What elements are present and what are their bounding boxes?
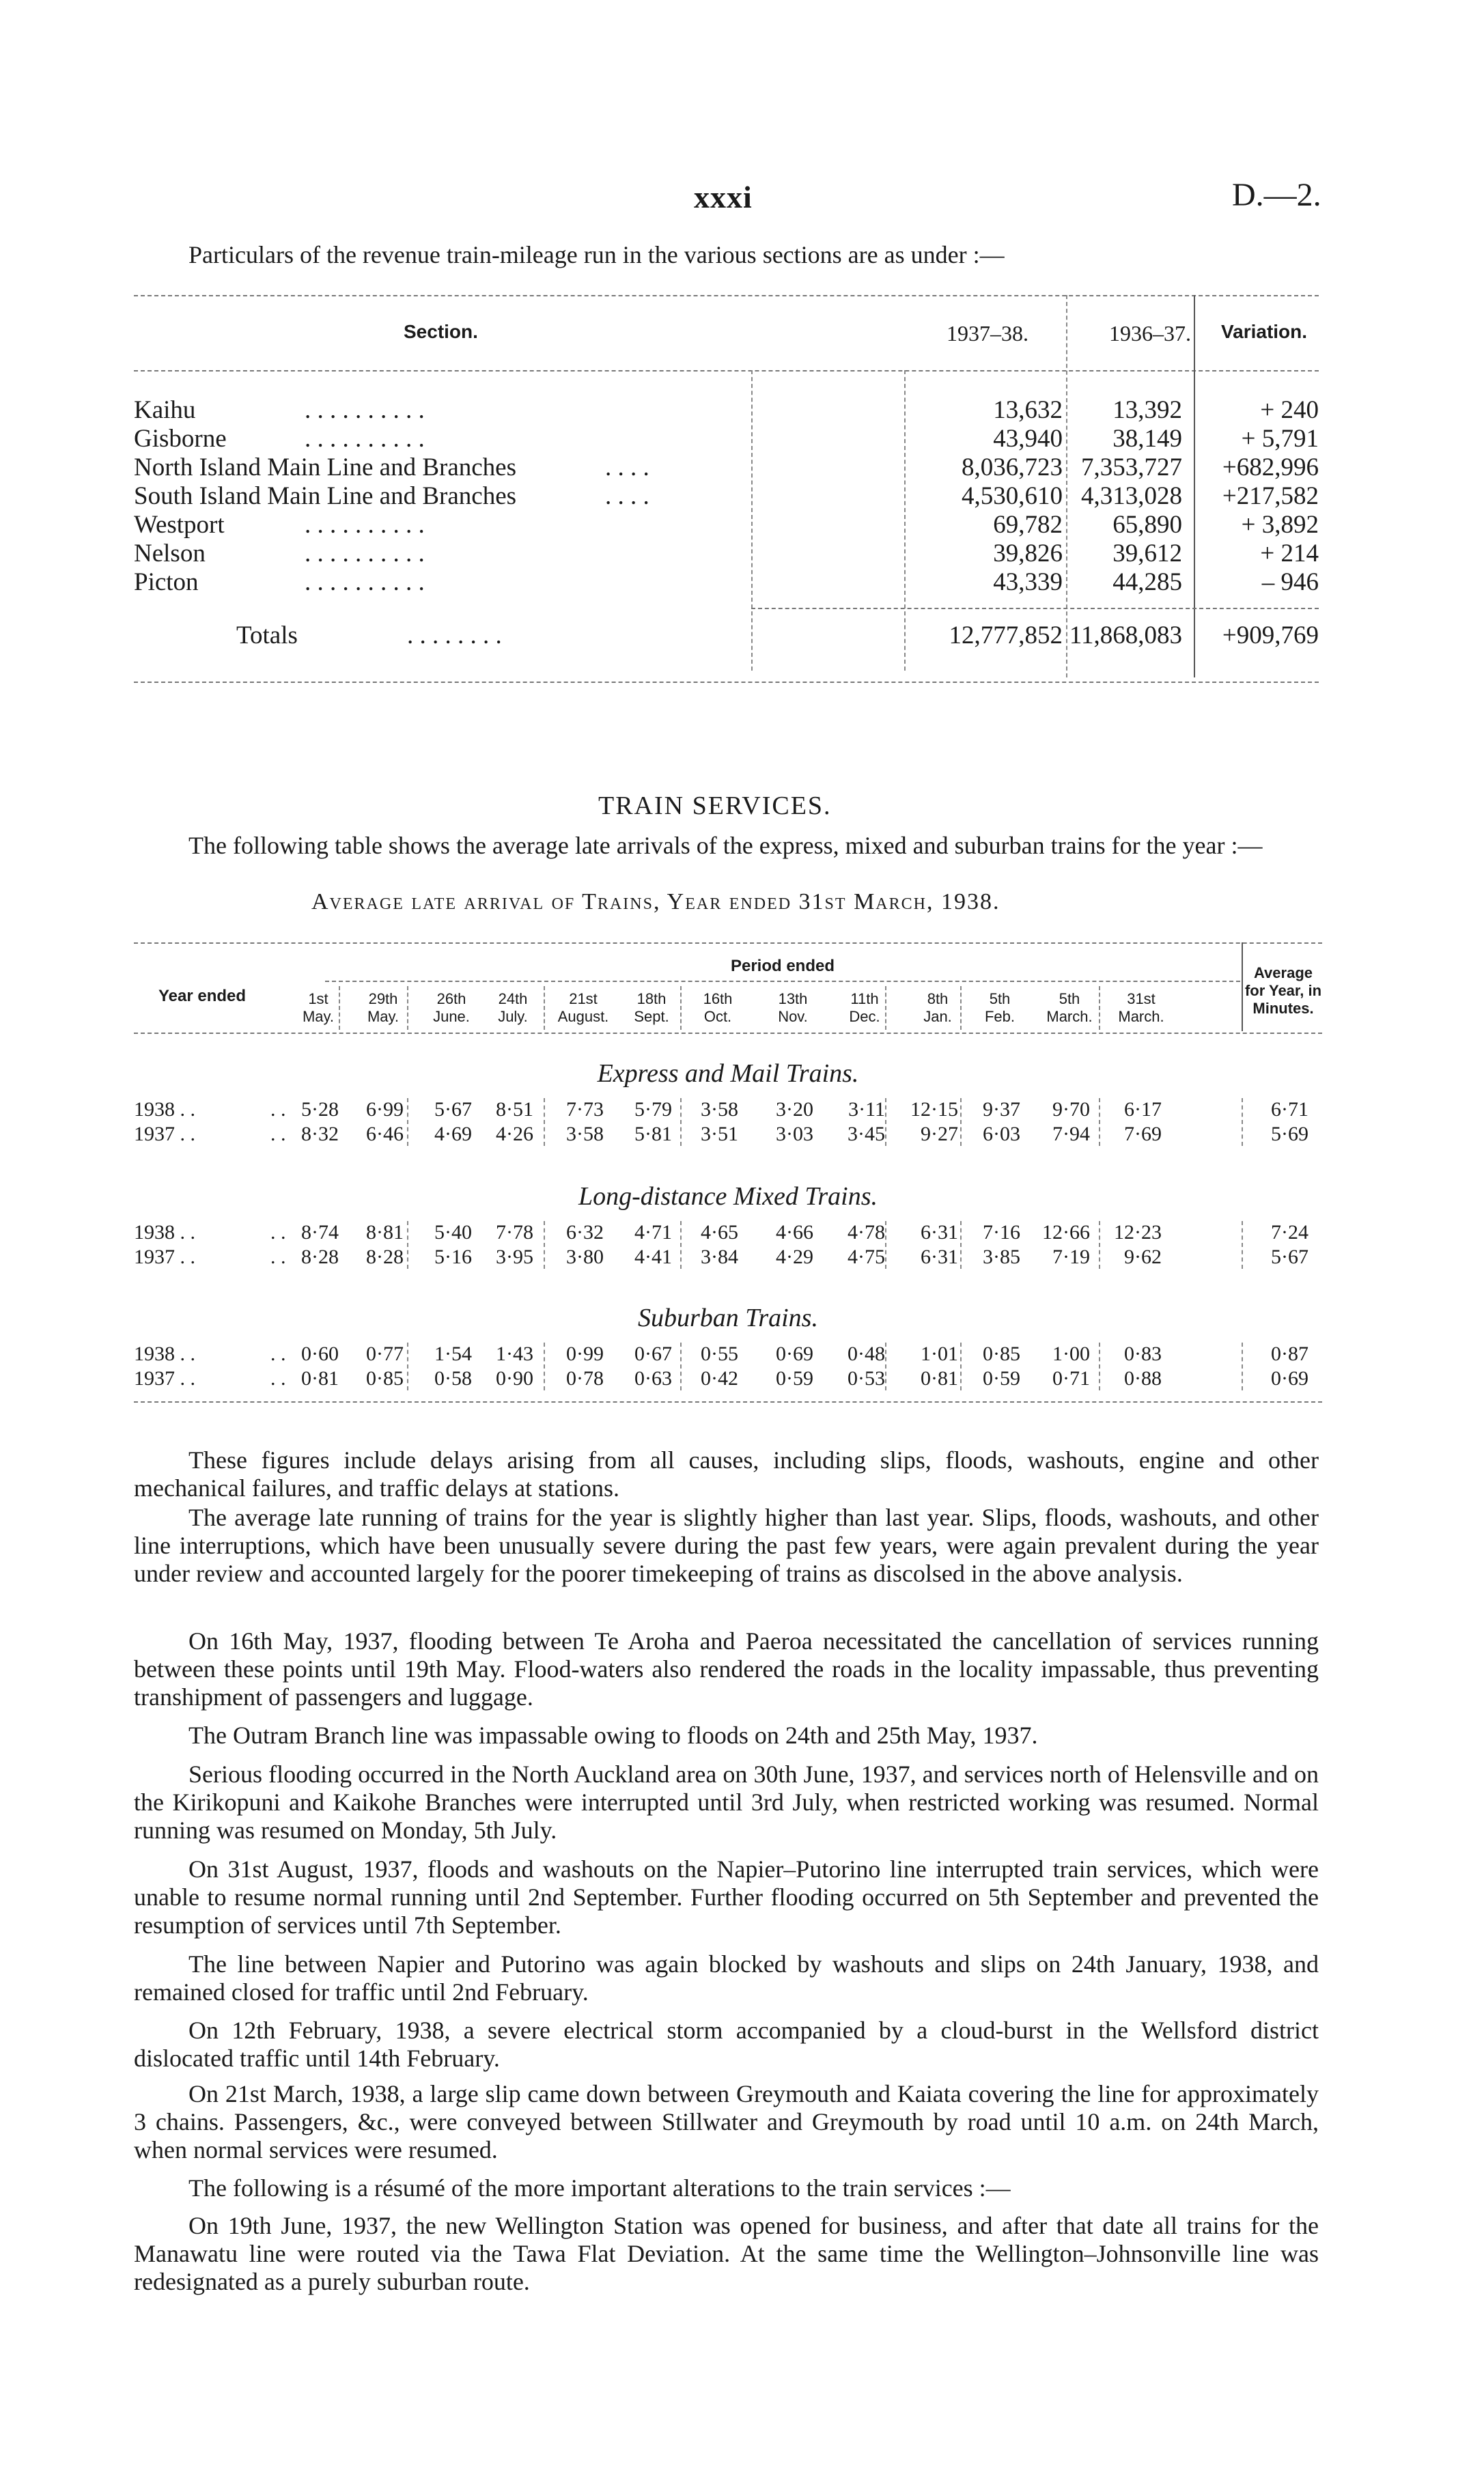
column-rule xyxy=(1099,1343,1100,1390)
leader-dots: . . xyxy=(270,1367,286,1390)
late-minutes-value: 3·85 xyxy=(983,1246,1020,1268)
body-paragraph xyxy=(134,1855,1319,1939)
row-year: 1937 . . xyxy=(134,1367,195,1390)
row-year: 1938 . . xyxy=(134,1343,195,1365)
train-group-title: Long-distance Mixed Trains. xyxy=(578,1182,878,1211)
table-rule xyxy=(134,682,1319,683)
late-arrival-row xyxy=(134,1098,1322,1121)
mileage-row xyxy=(134,482,1319,511)
late-minutes-value: 7·73 xyxy=(566,1098,604,1121)
late-minutes-value: 0·81 xyxy=(921,1367,958,1390)
column-rule xyxy=(1099,986,1100,1030)
table-caption: Average late arrival of Trains, Year ended 31st March, 1938. xyxy=(311,889,1000,914)
mileage-intro: Particulars of the revenue train-mileage run in the various sections are as under :— xyxy=(188,241,1005,268)
late-minutes-value: 3·03 xyxy=(776,1123,813,1145)
body-paragraph xyxy=(134,1950,1319,2006)
late-minutes-value: 6·03 xyxy=(983,1123,1020,1145)
paragraph-text: The following is a résumé of the more important alterations to the train services :— xyxy=(188,2174,1011,2202)
late-minutes-value: 12·23 xyxy=(1114,1221,1162,1244)
column-rule xyxy=(544,1343,545,1390)
late-minutes-value: 4·65 xyxy=(701,1221,738,1244)
column-rule xyxy=(407,1221,408,1269)
average-header: Average for Year, in Minutes. xyxy=(1244,964,1322,1017)
leader-dots: . . xyxy=(270,1221,286,1244)
late-minutes-value: 8·28 xyxy=(366,1246,404,1268)
row-year: 1937 . . xyxy=(134,1246,195,1268)
paragraph-text: Serious flooding occurred in the North Auckland area on 30th June, 1937, and services north of Helensville and on the Kirikopuni and Kaikohe Branches were interrupted until 3rd July, when restricted working was resumed. Normal running was resumed on Monday, 5th July. xyxy=(134,1761,1319,1844)
late-arrival-table xyxy=(134,942,1322,1407)
leader-dots: . . . . . . . . . . xyxy=(305,396,425,424)
body-paragraph xyxy=(134,2212,1319,2296)
mileage-1937-38: 43,940 xyxy=(993,425,1063,453)
period-day: 18th xyxy=(636,990,667,1007)
body-paragraph xyxy=(134,2017,1319,2073)
late-minutes-value: 6·99 xyxy=(366,1098,404,1121)
column-rule xyxy=(680,1221,682,1269)
leader-dots: . . . . . . . . . . xyxy=(305,539,425,567)
mileage-1936-37: 13,392 xyxy=(1112,396,1182,424)
column-rule xyxy=(680,1343,682,1390)
late-arrival-row xyxy=(134,1246,1322,1269)
period-column-header xyxy=(617,990,686,1026)
period-day: 16th xyxy=(703,990,733,1007)
paragraph-text: On 19th June, 1937, the new Wellington Station was opened for business, and after that date all trains for the Manawatu line were routed via the Tawa Flat Deviation. At the same time the Wellington–Johnsonville line was redesignated as a purely suburban route. xyxy=(134,2212,1319,2295)
mileage-1936-37: 7,353,727 xyxy=(1081,453,1182,481)
late-minutes-value: 0·90 xyxy=(496,1367,533,1390)
late-minutes-value: 6·46 xyxy=(366,1123,404,1145)
late-minutes-value: 6·31 xyxy=(921,1246,958,1268)
late-minutes-value: 9·62 xyxy=(1124,1246,1162,1268)
average-minutes-value: 6·71 xyxy=(1271,1098,1308,1121)
section-name: Kaihu xyxy=(134,396,196,424)
column-rule xyxy=(960,1221,962,1269)
late-minutes-value: 4·71 xyxy=(634,1221,672,1244)
page-number: xxxi xyxy=(694,180,753,214)
leader-dots: . . xyxy=(270,1098,286,1121)
year-1937-38-header: 1937–38. xyxy=(947,321,1028,346)
year-1936-37-header: 1936–37. xyxy=(1109,321,1191,346)
paragraph-text: These figures include delays arising from all causes, including slips, floods, washouts, engine and other mechanical failures, and traffic delays at stations. xyxy=(134,1446,1319,1502)
late-minutes-value: 5·79 xyxy=(634,1098,672,1121)
section-name: Westport xyxy=(134,511,225,539)
late-minutes-value: 0·67 xyxy=(634,1343,672,1365)
mileage-row xyxy=(134,453,1319,482)
section-name: South Island Main Line and Branches xyxy=(134,482,517,510)
mileage-variation: +217,582 xyxy=(1222,482,1319,510)
column-rule xyxy=(680,986,682,1030)
late-minutes-value: 1·00 xyxy=(1052,1343,1090,1365)
late-minutes-value: 4·78 xyxy=(848,1221,885,1244)
leader-dots: . . . . . . . . . . xyxy=(305,568,425,596)
mileage-variation: + 214 xyxy=(1260,539,1319,567)
period-day: 1st xyxy=(308,990,328,1007)
late-minutes-value: 0·81 xyxy=(301,1367,339,1390)
late-minutes-value: 9·27 xyxy=(921,1123,958,1145)
late-minutes-value: 5·67 xyxy=(434,1098,472,1121)
late-minutes-value: 0·60 xyxy=(301,1343,339,1365)
period-column-header xyxy=(684,990,752,1026)
late-minutes-value: 5·16 xyxy=(434,1246,472,1268)
paragraph-text: On 16th May, 1937, flooding between Te Aroha and Paeroa necessitated the cancellation of services running between these points until 19th May. Flood-waters also rendered the roads in the locality impassable, thus preventing transhipment of passengers and luggage. xyxy=(134,1627,1319,1711)
late-minutes-value: 7·69 xyxy=(1124,1123,1162,1145)
column-rule xyxy=(407,1343,408,1390)
average-minutes-value: 0·69 xyxy=(1271,1367,1308,1390)
late-minutes-value: 1·01 xyxy=(921,1343,958,1365)
mileage-row xyxy=(134,511,1319,539)
variation-header: Variation. xyxy=(1221,321,1308,342)
leader-dots: . . xyxy=(270,1246,286,1268)
late-arrival-row xyxy=(134,1367,1322,1390)
paragraph-text: The average late running of trains for the year is slightly higher than last year. Slips, floods, washouts, and other line interruptions, which have been unusually severe during the past few years, were again prevalent during the year under review and accounted largely for the poorer timekeeping of trains as discolsed in the above analysis. xyxy=(134,1504,1319,1587)
section-header: Section. xyxy=(404,321,478,342)
late-minutes-value: 8·81 xyxy=(366,1221,404,1244)
period-month: March. xyxy=(1046,1008,1093,1025)
totals-label: Totals xyxy=(236,621,298,649)
late-minutes-value: 0·88 xyxy=(1124,1367,1162,1390)
totals-1937-38: 12,777,852 xyxy=(949,621,1063,649)
late-arrival-row xyxy=(134,1123,1322,1146)
period-day: 5th xyxy=(1059,990,1080,1007)
period-column-header xyxy=(966,990,1034,1026)
late-minutes-value: 4·26 xyxy=(496,1123,533,1145)
paragraph-text: The Outram Branch line was impassable owing to floods on 24th and 25th May, 1937. xyxy=(188,1722,1038,1749)
train-services-intro: The following table shows the average late arrivals of the express, mixed and suburban trains for the year :— xyxy=(188,832,1263,859)
late-minutes-value: 4·75 xyxy=(848,1246,885,1268)
late-minutes-value: 7·94 xyxy=(1052,1123,1090,1145)
column-rule xyxy=(885,1343,886,1390)
leader-dots: . . xyxy=(270,1343,286,1365)
mileage-1936-37: 44,285 xyxy=(1112,568,1182,596)
body-paragraph xyxy=(134,2174,1319,2202)
period-month: May. xyxy=(302,1008,335,1025)
late-minutes-value: 0·48 xyxy=(848,1343,885,1365)
period-month: March. xyxy=(1118,1008,1164,1025)
late-minutes-value: 3·80 xyxy=(566,1246,604,1268)
period-month: Jan. xyxy=(923,1008,952,1025)
body-paragraph xyxy=(134,1504,1319,1588)
leader-dots: . . . . . . . . . . xyxy=(305,425,425,453)
mileage-1937-38: 43,339 xyxy=(993,568,1063,596)
column-rule xyxy=(885,1098,886,1146)
late-minutes-value: 6·17 xyxy=(1124,1098,1162,1121)
late-minutes-value: 0·85 xyxy=(983,1343,1020,1365)
leader-dots: . . xyxy=(270,1123,286,1145)
period-column-header xyxy=(479,990,547,1026)
train-group-title: Express and Mail Trains. xyxy=(597,1059,859,1088)
period-column-header xyxy=(830,990,899,1026)
totals-rule xyxy=(751,608,1319,609)
late-minutes-value: 0·59 xyxy=(983,1367,1020,1390)
totals-1936-37: 11,868,083 xyxy=(1069,621,1182,649)
period-column-header xyxy=(284,990,352,1026)
period-day: 5th xyxy=(989,990,1011,1007)
period-day: 21st xyxy=(569,990,598,1007)
late-minutes-value: 0·59 xyxy=(776,1367,813,1390)
mileage-row xyxy=(134,539,1319,568)
late-minutes-value: 5·40 xyxy=(434,1221,472,1244)
column-rule xyxy=(960,1098,962,1146)
column-rule xyxy=(339,986,340,1030)
column-rule xyxy=(1242,1343,1243,1390)
late-minutes-value: 12·15 xyxy=(910,1098,958,1121)
late-arrival-row xyxy=(134,1221,1322,1244)
column-rule xyxy=(680,1098,682,1146)
period-day: 29th xyxy=(368,990,398,1007)
period-month: August. xyxy=(557,1008,609,1025)
late-minutes-value: 3·95 xyxy=(496,1246,533,1268)
late-minutes-value: 6·31 xyxy=(921,1221,958,1244)
table-rule xyxy=(134,1033,1322,1034)
paragraph-text: The line between Napier and Putorino was again blocked by washouts and slips on 24th January, 1938, and remained closed for traffic until 2nd February. xyxy=(134,1950,1319,2006)
paragraph-text: On 12th February, 1938, a severe electrical storm accompanied by a cloud-burst in the Wellsford district dislocated traffic until 14th February. xyxy=(134,2017,1319,2072)
period-day: 11th xyxy=(850,990,879,1007)
mileage-row xyxy=(134,568,1319,597)
mileage-1937-38: 13,632 xyxy=(993,396,1063,424)
period-month: Dec. xyxy=(849,1008,880,1025)
late-minutes-value: 0·71 xyxy=(1052,1367,1090,1390)
table-rule xyxy=(325,981,1240,982)
mileage-1936-37: 65,890 xyxy=(1112,511,1182,539)
column-rule xyxy=(544,986,545,1030)
period-month: June. xyxy=(433,1008,470,1025)
mileage-1937-38: 69,782 xyxy=(993,511,1063,539)
leader-dots: . . . . . . . . xyxy=(407,621,502,649)
row-year: 1937 . . xyxy=(134,1123,195,1145)
column-rule xyxy=(1242,1098,1243,1146)
table-rule xyxy=(134,370,1319,371)
column-rule xyxy=(1099,1221,1100,1269)
late-minutes-value: 0·85 xyxy=(366,1367,404,1390)
late-minutes-value: 3·20 xyxy=(776,1098,813,1121)
column-rule xyxy=(885,1221,886,1269)
paragraph-text: On 21st March, 1938, a large slip came down between Greymouth and Kaiata covering the line for approximately 3 chains. Passengers, &c., were conveyed between Stillwater and Greymouth by road until 10 a.m. on 24th March, when normal services were resumed. xyxy=(134,2080,1319,2163)
late-minutes-value: 5·28 xyxy=(301,1098,339,1121)
section-title: TRAIN SERVICES. xyxy=(598,791,832,820)
late-minutes-value: 3·51 xyxy=(701,1123,738,1145)
late-minutes-value: 0·69 xyxy=(776,1343,813,1365)
section-name: Nelson xyxy=(134,539,206,567)
column-rule xyxy=(885,986,886,1030)
late-minutes-value: 3·45 xyxy=(848,1123,885,1145)
leader-dots: . . . . xyxy=(605,482,649,510)
average-minutes-value: 5·67 xyxy=(1271,1246,1308,1268)
train-group-title: Suburban Trains. xyxy=(638,1304,818,1332)
late-minutes-value: 3·58 xyxy=(566,1123,604,1145)
period-day: 8th xyxy=(927,990,949,1007)
late-minutes-value: 1·43 xyxy=(496,1343,533,1365)
mileage-variation: +682,996 xyxy=(1222,453,1319,481)
late-minutes-value: 0·77 xyxy=(366,1343,404,1365)
late-minutes-value: 0·53 xyxy=(848,1367,885,1390)
body-paragraph xyxy=(134,1722,1319,1750)
table-rule xyxy=(134,942,1322,944)
late-minutes-value: 4·29 xyxy=(776,1246,813,1268)
mileage-1937-38: 4,530,610 xyxy=(962,482,1063,510)
late-minutes-value: 7·16 xyxy=(983,1221,1020,1244)
mileage-1937-38: 8,036,723 xyxy=(962,453,1063,481)
period-month: Nov. xyxy=(778,1008,808,1025)
late-minutes-value: 9·70 xyxy=(1052,1098,1090,1121)
period-month: Sept. xyxy=(634,1008,669,1025)
late-minutes-value: 4·41 xyxy=(634,1246,672,1268)
document-reference: D.—2. xyxy=(1232,177,1321,213)
late-minutes-value: 1·54 xyxy=(434,1343,472,1365)
period-day: 13th xyxy=(778,990,808,1007)
mileage-1936-37: 39,612 xyxy=(1112,539,1182,567)
period-day: 31st xyxy=(1127,990,1156,1007)
average-minutes-value: 0·87 xyxy=(1271,1343,1308,1365)
late-minutes-value: 8·74 xyxy=(301,1221,339,1244)
late-minutes-value: 4·69 xyxy=(434,1123,472,1145)
section-name: Picton xyxy=(134,568,199,596)
mileage-variation: – 946 xyxy=(1261,568,1319,596)
row-year: 1938 . . xyxy=(134,1098,195,1121)
mileage-table xyxy=(134,295,1319,691)
period-day: 26th xyxy=(436,990,466,1007)
late-minutes-value: 8·51 xyxy=(496,1098,533,1121)
mileage-variation: + 240 xyxy=(1260,396,1319,424)
late-minutes-value: 0·58 xyxy=(434,1367,472,1390)
period-month: Feb. xyxy=(984,1008,1016,1025)
section-name: Gisborne xyxy=(134,425,227,453)
average-minutes-value: 5·69 xyxy=(1271,1123,1308,1145)
period-ended-header: Period ended xyxy=(730,957,835,975)
late-minutes-value: 3·84 xyxy=(701,1246,738,1268)
late-minutes-value: 0·55 xyxy=(701,1343,738,1365)
late-minutes-value: 8·28 xyxy=(301,1246,339,1268)
column-rule xyxy=(1099,1098,1100,1146)
period-column-header xyxy=(1107,990,1175,1026)
late-minutes-value: 7·78 xyxy=(496,1221,533,1244)
leader-dots: . . . . xyxy=(605,453,649,481)
late-minutes-value: 5·81 xyxy=(634,1123,672,1145)
mileage-row xyxy=(134,425,1319,453)
late-minutes-value: 3·11 xyxy=(848,1098,885,1121)
column-rule xyxy=(544,1221,545,1269)
column-rule xyxy=(1242,942,1243,1031)
mileage-1937-38: 39,826 xyxy=(993,539,1063,567)
late-minutes-value: 9·37 xyxy=(983,1098,1020,1121)
late-arrival-row xyxy=(134,1343,1322,1366)
late-minutes-value: 0·42 xyxy=(701,1367,738,1390)
mileage-1936-37: 38,149 xyxy=(1112,425,1182,453)
period-column-header xyxy=(759,990,827,1026)
year-ended-header: Year ended xyxy=(158,987,247,1005)
late-minutes-value: 6·32 xyxy=(566,1221,604,1244)
mileage-variation: + 3,892 xyxy=(1241,511,1319,539)
totals-row xyxy=(134,621,1319,650)
late-minutes-value: 0·63 xyxy=(634,1367,672,1390)
column-rule xyxy=(960,1343,962,1390)
late-minutes-value: 4·66 xyxy=(776,1221,813,1244)
late-minutes-value: 8·32 xyxy=(301,1123,339,1145)
period-month: Oct. xyxy=(703,1008,732,1025)
table-rule xyxy=(134,1401,1322,1403)
late-minutes-value: 3·58 xyxy=(701,1098,738,1121)
column-rule xyxy=(407,986,408,1030)
period-column-header xyxy=(904,990,972,1026)
column-rule xyxy=(407,1098,408,1146)
late-minutes-value: 0·83 xyxy=(1124,1343,1162,1365)
leader-dots: . . . . . . . . . . xyxy=(305,511,425,539)
period-column-header xyxy=(417,990,486,1026)
totals-variation: +909,769 xyxy=(1222,621,1319,649)
period-month: May. xyxy=(367,1008,400,1025)
average-minutes-value: 7·24 xyxy=(1271,1221,1308,1244)
column-rule xyxy=(1242,1221,1243,1269)
period-column-header xyxy=(549,990,617,1026)
section-name: North Island Main Line and Branches xyxy=(134,453,516,481)
late-minutes-value: 12·66 xyxy=(1042,1221,1090,1244)
period-month: July. xyxy=(498,1008,528,1025)
late-minutes-value: 7·19 xyxy=(1052,1246,1090,1268)
mileage-1936-37: 4,313,028 xyxy=(1081,482,1182,510)
row-year: 1938 . . xyxy=(134,1221,195,1244)
body-paragraph xyxy=(134,1761,1319,1845)
late-minutes-value: 0·99 xyxy=(566,1343,604,1365)
period-column-header xyxy=(1035,990,1104,1026)
period-day: 24th xyxy=(498,990,528,1007)
column-rule xyxy=(960,986,962,1030)
mileage-row xyxy=(134,396,1319,425)
paragraph-text: On 31st August, 1937, floods and washouts on the Napier–Putorino line interrupted train services, which were unable to resume normal running until 2nd September. Further flooding occurred on 5th September and prevented the resumption of services until 7th September. xyxy=(134,1855,1319,1939)
mileage-variation: + 5,791 xyxy=(1241,425,1319,453)
body-paragraph xyxy=(134,1446,1319,1502)
body-paragraph xyxy=(134,2080,1319,2164)
column-rule xyxy=(544,1098,545,1146)
body-paragraph xyxy=(134,1627,1319,1711)
table-rule xyxy=(134,295,1319,296)
late-minutes-value: 0·78 xyxy=(566,1367,604,1390)
